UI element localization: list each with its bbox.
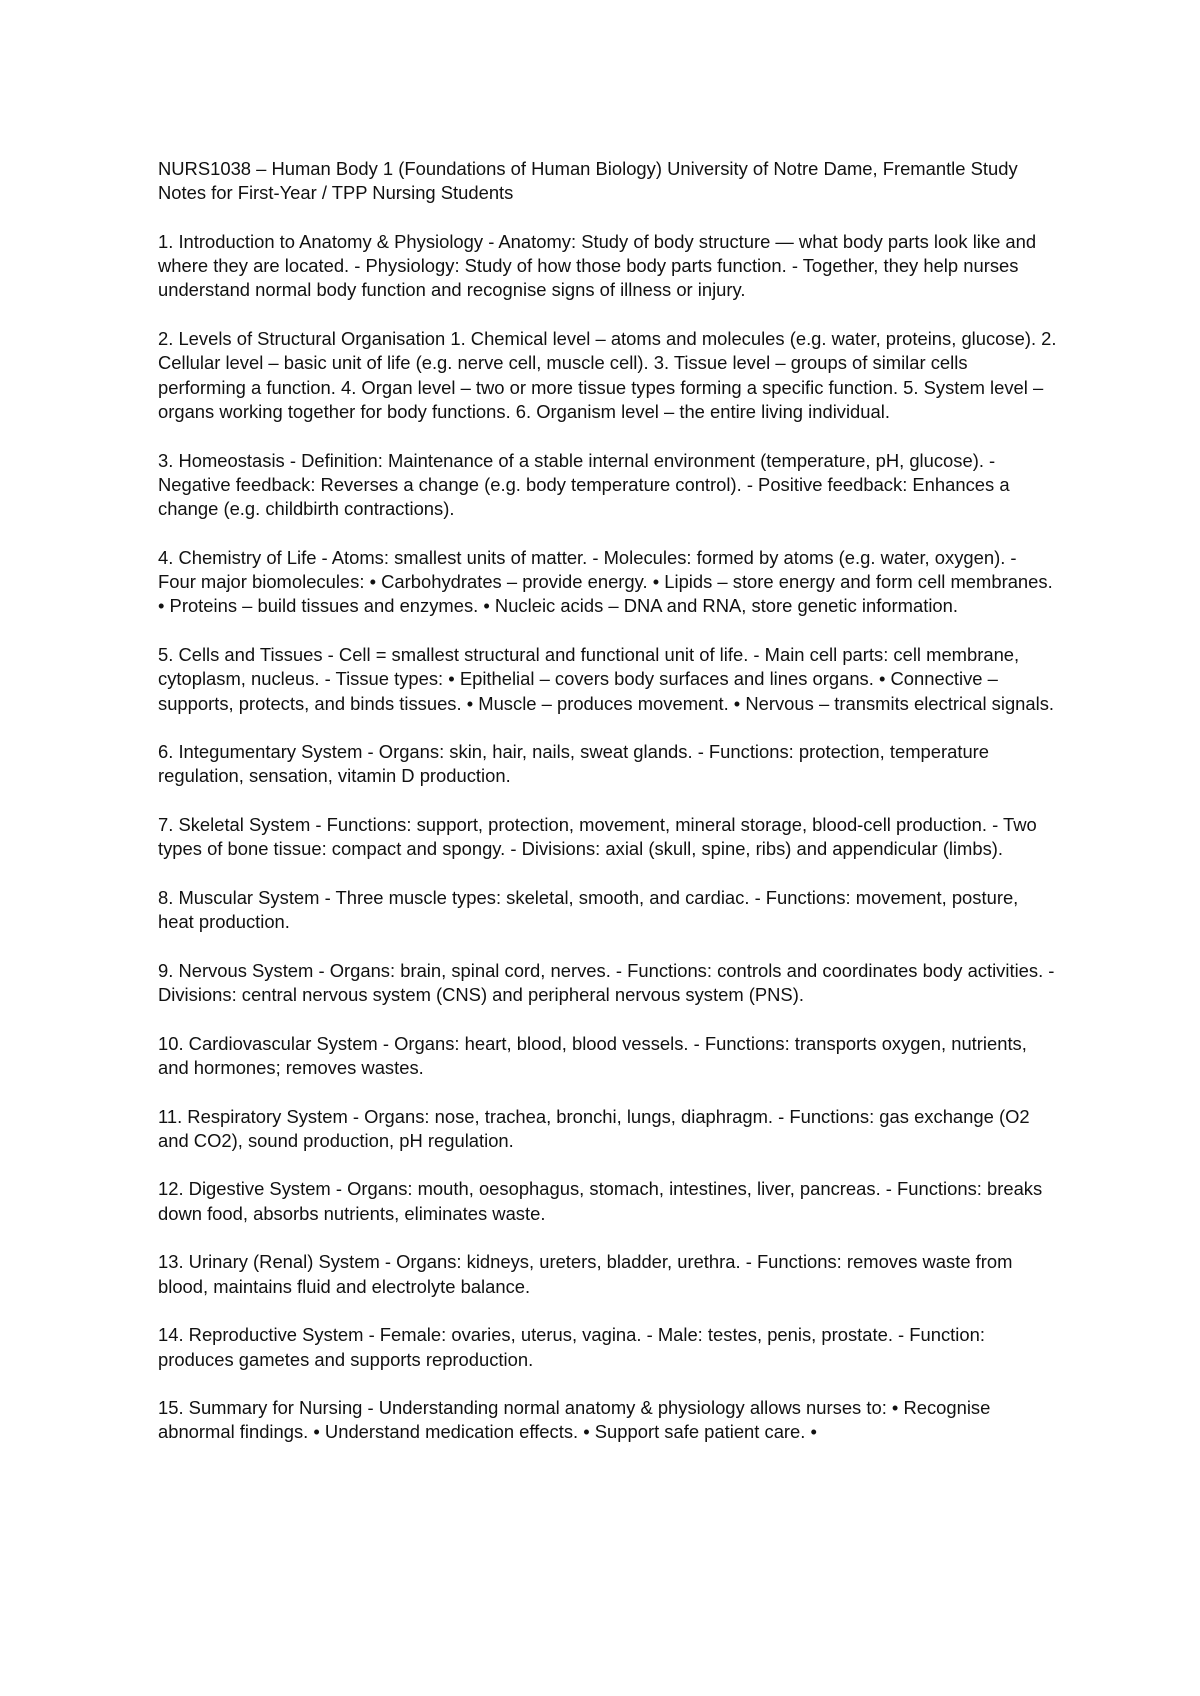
document-header: NURS1038 – Human Body 1 (Foundations of Human Biology) University of Notre Dame, Fremantle Study Notes for First-Year / TPP Nursing Students [158, 158, 1018, 204]
section-skeletal-system: 7. Skeletal System - Functions: support, protection, movement, mineral storage, blood-cell production. - Two types of bone tissue: compact and spongy. - Divisions: axial (skull, spine, ribs) and appendicular (limbs). [158, 814, 1037, 860]
section-chemistry-of-life: 4. Chemistry of Life - Atoms: smallest units of matter. - Molecules: formed by atoms (e.g. water, oxygen). - Four major biomolecules: • Carbohydrates – provide energy. • Lipids – store energy and form cell membranes. • Proteins – build tissues and enzymes. • Nucleic acids – DNA and RNA, store genetic information. [158, 546, 1053, 617]
section-cardiovascular-system: 10. Cardiovascular System - Organs: heart, blood, blood vessels. - Functions: transports oxygen, nutrients, and hormones; removes wastes. [158, 1032, 1027, 1078]
section-reproductive-system: 14. Reproductive System - Female: ovaries, uterus, vagina. - Male: testes, penis, prostate. - Function: produces gametes and supports reproduction. [158, 1324, 985, 1370]
section-cells-and-tissues: 5. Cells and Tissues - Cell = smallest structural and functional unit of life. - Main cell parts: cell membrane, cytoplasm, nucleus. - Tissue types: • Epithelial – covers body surfaces and lines organs. • Connective – supports, protects, and binds tissues. • Muscle – produces movement. • Nervous – transmits electrical signals. [158, 643, 1055, 714]
section-introduction: 1. Introduction to Anatomy & Physiology - Anatomy: Study of body structure — what body parts look like and where they are located. - Physiology: Study of how those body parts function. - Together, they help nurses understand normal body function and recognise signs of illness or injury. [158, 230, 1037, 301]
section-homeostasis: 3. Homeostasis - Definition: Maintenance of a stable internal environment (temperature, pH, glucose). - Negative feedback: Reverses a change (e.g. body temperature control). - Positive feedback: Enhances a change (e.g. childbirth contractions). [158, 449, 1010, 520]
section-summary-for-nursing: 15. Summary for Nursing - Understanding normal anatomy & physiology allows nurses to: • Recognise abnormal findings. • Understand medication effects. • Support safe patient care. • [158, 1397, 991, 1443]
section-nervous-system: 9. Nervous System - Organs: brain, spinal cord, nerves. - Functions: controls and coordinates body activities. - Divisions: central nervous system (CNS) and peripheral nervous system (PNS). [158, 959, 1055, 1006]
section-respiratory-system: 11. Respiratory System - Organs: nose, trachea, bronchi, lungs, diaphragm. - Functions: gas exchange (O2 and CO2), sound production, pH regulation. [158, 1105, 1030, 1151]
section-integumentary-system: 6. Integumentary System - Organs: skin, hair, nails, sweat glands. - Functions: protection, temperature regulation, sensation, vitamin D production. [158, 741, 990, 787]
document-body [158, 157, 1058, 1445]
section-levels-of-organisation: 2. Levels of Structural Organisation 1. Chemical level – atoms and molecules (e.g. water, proteins, glucose). 2. Cellular level – basic unit of life (e.g. nerve cell, muscle cell). 3. Tissue level – groups of similar cells performing a function. 4. Organ level – two or more tissue types forming a specific function. 5. System level – organs working together for body functions. 6. Organism level – the entire living individual. [158, 328, 1057, 422]
section-urinary-system: 13. Urinary (Renal) System - Organs: kidneys, ureters, bladder, urethra. - Functions: removes waste from blood, maintains fluid and electrolyte balance. [158, 1251, 1013, 1297]
section-digestive-system: 12. Digestive System - Organs: mouth, oesophagus, stomach, intestines, liver, pancreas. - Functions: breaks down food, absorbs nutrients, eliminates waste. [158, 1178, 1043, 1224]
section-muscular-system: 8. Muscular System - Three muscle types: skeletal, smooth, and cardiac. - Functions: movement, posture, heat production. [158, 886, 1019, 933]
